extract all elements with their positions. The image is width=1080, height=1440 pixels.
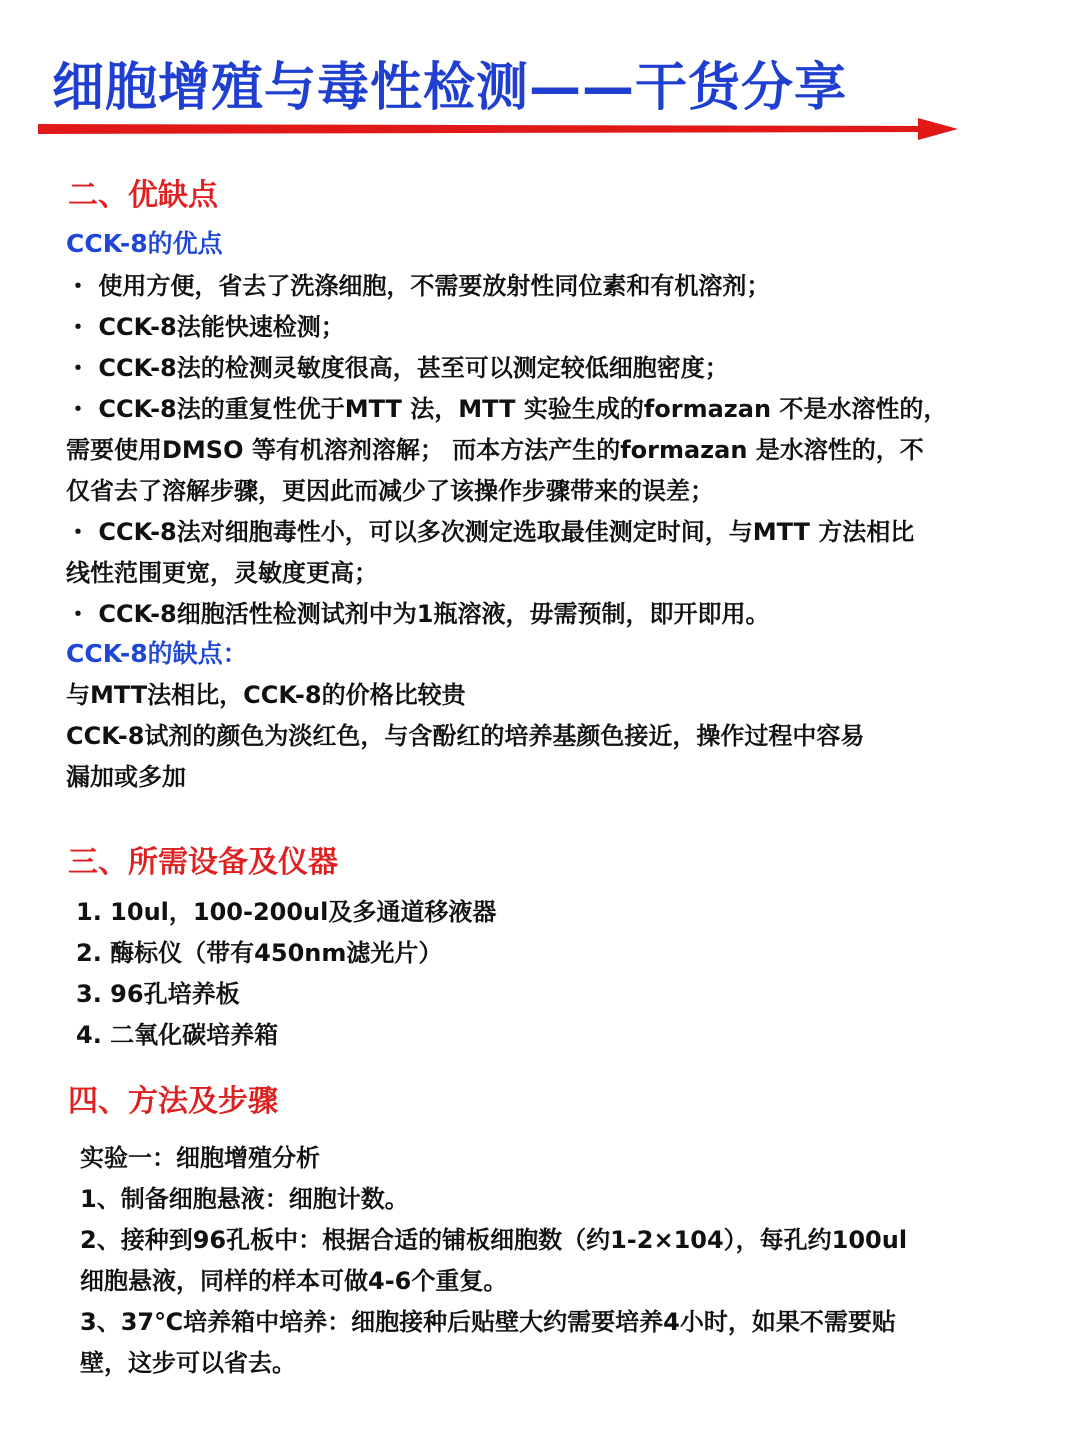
methods-line: 实验一：细胞增殖分析 xyxy=(80,1144,320,1172)
advantages-line: ・ CCK-8法能快速检测； xyxy=(66,313,345,341)
advantages-line: 仅省去了溶解步骤，更因此而减少了该操作步骤带来的误差； xyxy=(66,477,714,505)
advantages-line: ・ 使用方便，省去了洗涤细胞，不需要放射性同位素和有机溶剂； xyxy=(66,272,771,300)
methods-line: 细胞悬液，同样的样本可做4-6个重复。 xyxy=(80,1267,508,1295)
disadvantages-heading: CCK-8的缺点： xyxy=(66,639,248,668)
disadvantages-line: 与MTT法相比，CCK-8的价格比较贵 xyxy=(66,681,466,709)
equipment-item: 2. 酶标仪（带有450nm滤光片） xyxy=(76,939,443,967)
equipment-list xyxy=(76,892,1051,1056)
disadvantages-list xyxy=(66,675,1041,798)
methods-line: 3、37℃培养箱中培养：细胞接种后贴壁大约需要培养4小时，如果不需要贴 xyxy=(80,1308,896,1336)
section-heading-equipment: 三、所需设备及仪器 xyxy=(68,845,338,880)
advantages-heading: CCK-8的优点 xyxy=(66,229,223,258)
advantages-line: ・ CCK-8细胞活性检测试剂中为1瓶溶液，毋需预制，即开即用。 xyxy=(66,600,770,628)
advantages-line: ・ CCK-8法的重复性优于MTT 法，MTT 实验生成的formazan 不是水溶性的， xyxy=(66,395,948,423)
advantages-line: ・ CCK-8法对细胞毒性小，可以多次测定选取最佳测定时间，与MTT 方法相比 xyxy=(66,518,915,546)
methods-list xyxy=(80,1138,1055,1384)
equipment-item: 4. 二氧化碳培养箱 xyxy=(76,1021,279,1049)
equipment-item: 1. 10ul，100-200ul及多通道移液器 xyxy=(76,898,497,926)
disadvantages-line: 漏加或多加 xyxy=(66,763,186,791)
advantages-line: 线性范围更宽，灵敏度更高； xyxy=(66,559,378,587)
advantages-line: 需要使用DMSO 等有机溶剂溶解； 而本方法产生的formazan 是水溶性的，不 xyxy=(66,436,924,464)
equipment-item: 3. 96孔培养板 xyxy=(76,980,240,1008)
methods-line: 壁，这步可以省去。 xyxy=(80,1349,296,1377)
advantages-list xyxy=(66,266,1041,635)
methods-line: 1、制备细胞悬液：细胞计数。 xyxy=(80,1185,409,1213)
page-title: 细胞增殖与毒性检测——干货分享 xyxy=(52,58,848,118)
advantages-line: ・ CCK-8法的检测灵敏度很高，甚至可以测定较低细胞密度； xyxy=(66,354,729,382)
section-heading-pros-cons: 二、优缺点 xyxy=(68,178,218,213)
methods-line: 2、接种到96孔板中：根据合适的铺板细胞数（约1-2×104），每孔约100ul xyxy=(80,1226,908,1254)
title-underline-arrow xyxy=(38,118,958,140)
section-heading-methods: 四、方法及步骤 xyxy=(68,1084,278,1119)
disadvantages-line: CCK-8试剂的颜色为淡红色，与含酚红的培养基颜色接近，操作过程中容易 xyxy=(66,722,865,750)
